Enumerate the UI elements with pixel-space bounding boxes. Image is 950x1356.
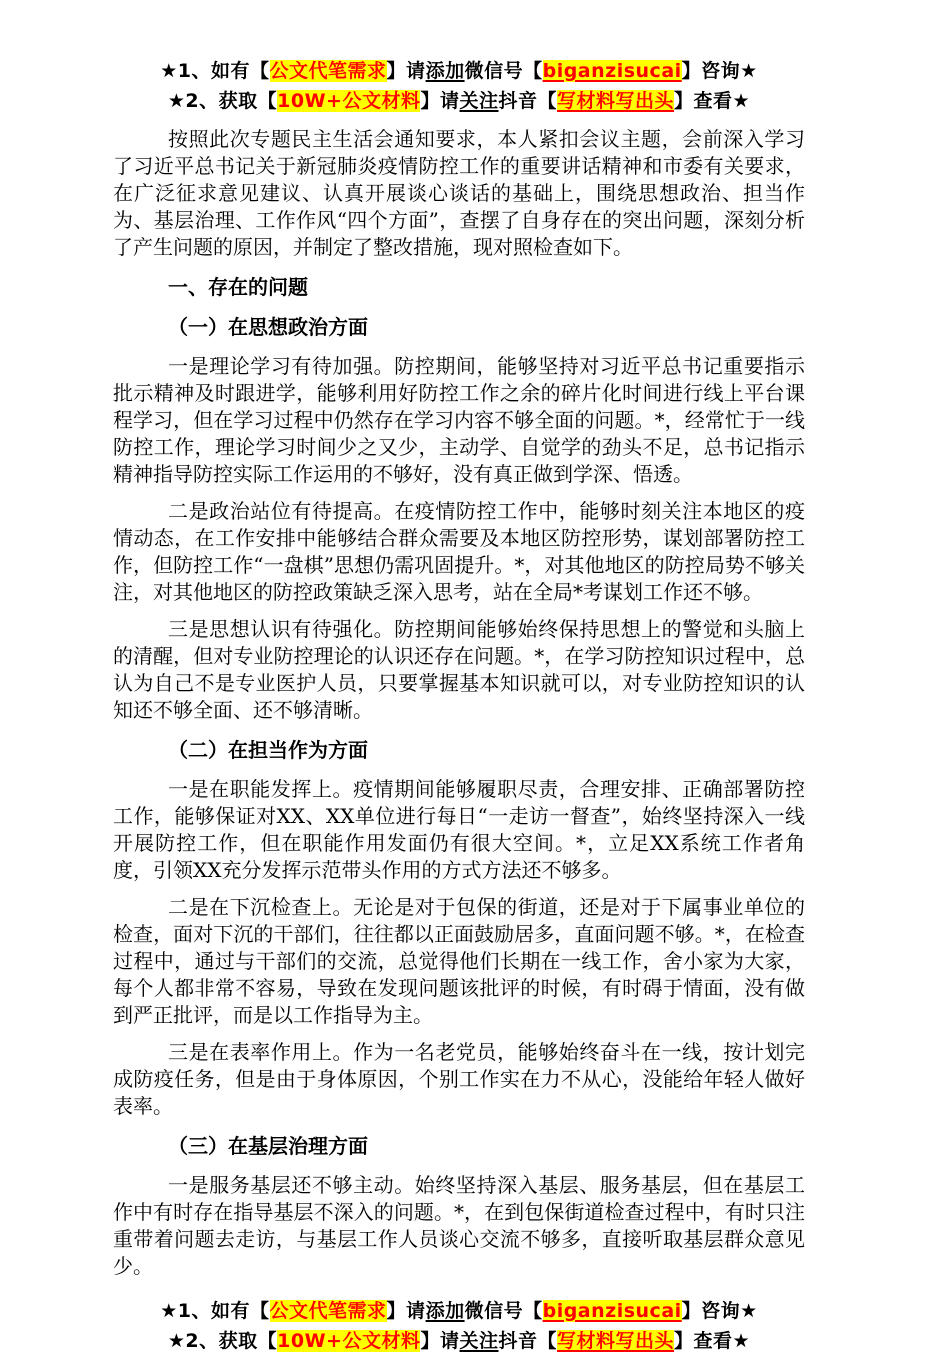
heading-section-3: （三）在基层治理方面 xyxy=(168,1134,368,1158)
promo-text: 抖音【 xyxy=(498,1330,558,1352)
promo-text: ★2、获取【 xyxy=(167,90,278,112)
promo-action-follow: 关注 xyxy=(459,90,499,112)
promo-text: 】请 xyxy=(386,1300,426,1322)
heading-part-1: 一、存在的问题 xyxy=(168,275,308,299)
promo-douyin-id: 写材料写出头 xyxy=(557,1330,675,1352)
promo-wechat-id: biganzisucai xyxy=(542,60,682,82)
promo-text: 】咨询★ xyxy=(681,60,758,82)
promo-text: 】请 xyxy=(386,60,426,82)
promo-action-follow: 关注 xyxy=(459,1330,499,1352)
promo-footer xyxy=(113,1296,805,1356)
promo-text: 】请 xyxy=(420,1330,460,1352)
section-1-paragraph-1: 一是理论学习有待加强。防控期间，能够坚持对习近平总书记重要指示批示精神及时跟进学，能够利用好防控工作之余的碎片化时间进行线上平台课程学习，但在学习过程中仍然存在学习内容不够全面的问题。*，经常忙于一线防控工作，理论学习时间少之又少，主动学、自觉学的劲头不足，总书记指示精神指导防控实际工作运用的不够好，没有真正做到学深、悟透。 xyxy=(113,354,805,486)
heading-section-1: （一）在思想政治方面 xyxy=(168,315,368,339)
promo-wechat-id: biganzisucai xyxy=(542,1300,682,1322)
promo-footer-line-1 xyxy=(113,1296,805,1326)
promo-header-line-1 xyxy=(113,56,805,86)
section-1-paragraph-3: 三是思想认识有待强化。防控期间能够始终保持思想上的警觉和头脑上的清醒，但对专业防控理论的认识还存在问题。*，在学习防控知识过程中，总认为自己不是专业医护人员，只要掌握基本知识就可以，对专业防控知识的认知还不够全面、还不够清晰。 xyxy=(113,617,805,722)
promo-highlight-service: 公文代笔需求 xyxy=(269,1300,387,1322)
section-2-paragraph-3: 三是在表率作用上。作为一名老党员，能够始终奋斗在一线，按计划完成防疫任务，但是由于身体原因，个别工作实在力不从心，没能给年轻人做好表率。 xyxy=(113,1040,805,1118)
promo-text: 】请 xyxy=(420,90,460,112)
promo-text: 微信号【 xyxy=(464,1300,543,1322)
section-2-paragraph-2: 二是在下沉检查上。无论是对于包保的街道，还是对于下属事业单位的检查，面对下沉的干部们，往往都以正面鼓励居多，直面问题不够。*，在检查过程中，通过与干部们的交流，总觉得他们长期在一线工作，舍小家为大家，每个人都非常不容易，导致在发现问题该批评的时候，有时碍于情面，没有做到严正批评，而是以工作指导为主。 xyxy=(113,895,805,1027)
intro-paragraph: 按照此次专题民主生活会通知要求，本人紧扣会议主题，会前深入学习了习近平总书记关于新冠肺炎疫情防控工作的重要讲话精神和市委有关要求，在广泛征求意见建议、认真开展谈心谈话的基础上，围绕思想政治、担当作为、基层治理、工作作风“四个方面”，查摆了自身存在的突出问题，深刻分析了产生问题的原因，并制定了整改措施，现对照检查如下。 xyxy=(113,127,805,259)
promo-text: ★2、获取【 xyxy=(167,1330,278,1352)
heading-section-2: （二）在担当作为方面 xyxy=(168,738,368,762)
promo-text: ★1、如有【 xyxy=(160,60,270,82)
section-2-paragraph-1: 一是在职能发挥上。疫情期间能够履职尽责，合理安排、正确部署防控工作，能够保证对XX、XX单位进行每日“一走访一督查”，始终坚持深入一线开展防控工作，但在职能作用发面仍有很大空间。*，立足XX系统工作者角度，引领XX充分发挥示范带头作用的方式方法还不够多。 xyxy=(113,777,805,882)
promo-highlight-service: 公文代笔需求 xyxy=(269,60,387,82)
promo-text: 】咨询★ xyxy=(681,1300,758,1322)
promo-header-line-2 xyxy=(113,86,805,116)
promo-text: ★1、如有【 xyxy=(160,1300,270,1322)
section-1-paragraph-2: 二是政治站位有待提高。在疫情防控工作中，能够时刻关注本地区的疫情动态，在工作安排中能够结合群众需要及本地区防控形势，谋划部署防控工作，但防控工作“一盘棋”思想仍需巩固提升。*，对其他地区的防控局势不够关注，对其他地区的防控政策缺乏深入思考，站在全局*考谋划工作还不够。 xyxy=(113,499,805,604)
promo-footer-line-2 xyxy=(113,1326,805,1356)
promo-text: 抖音【 xyxy=(498,90,558,112)
promo-action-add: 添加 xyxy=(425,60,465,82)
promo-highlight-materials: 10W+公文材料 xyxy=(277,1330,421,1352)
promo-douyin-id: 写材料写出头 xyxy=(557,90,675,112)
promo-text: 微信号【 xyxy=(464,60,543,82)
promo-header xyxy=(113,56,805,116)
promo-action-add: 添加 xyxy=(425,1300,465,1322)
promo-text: 】查看★ xyxy=(674,1330,751,1352)
section-3-paragraph-1: 一是服务基层还不够主动。始终坚持深入基层、服务基层，但在基层工作中有时存在指导基层不深入的问题。*，在到包保街道检查过程中，有时只注重带着问题去走访，与基层工作人员谈心交流不够多，直接听取基层群众意见少。 xyxy=(113,1173,805,1278)
promo-highlight-materials: 10W+公文材料 xyxy=(277,90,421,112)
promo-text: 】查看★ xyxy=(674,90,751,112)
